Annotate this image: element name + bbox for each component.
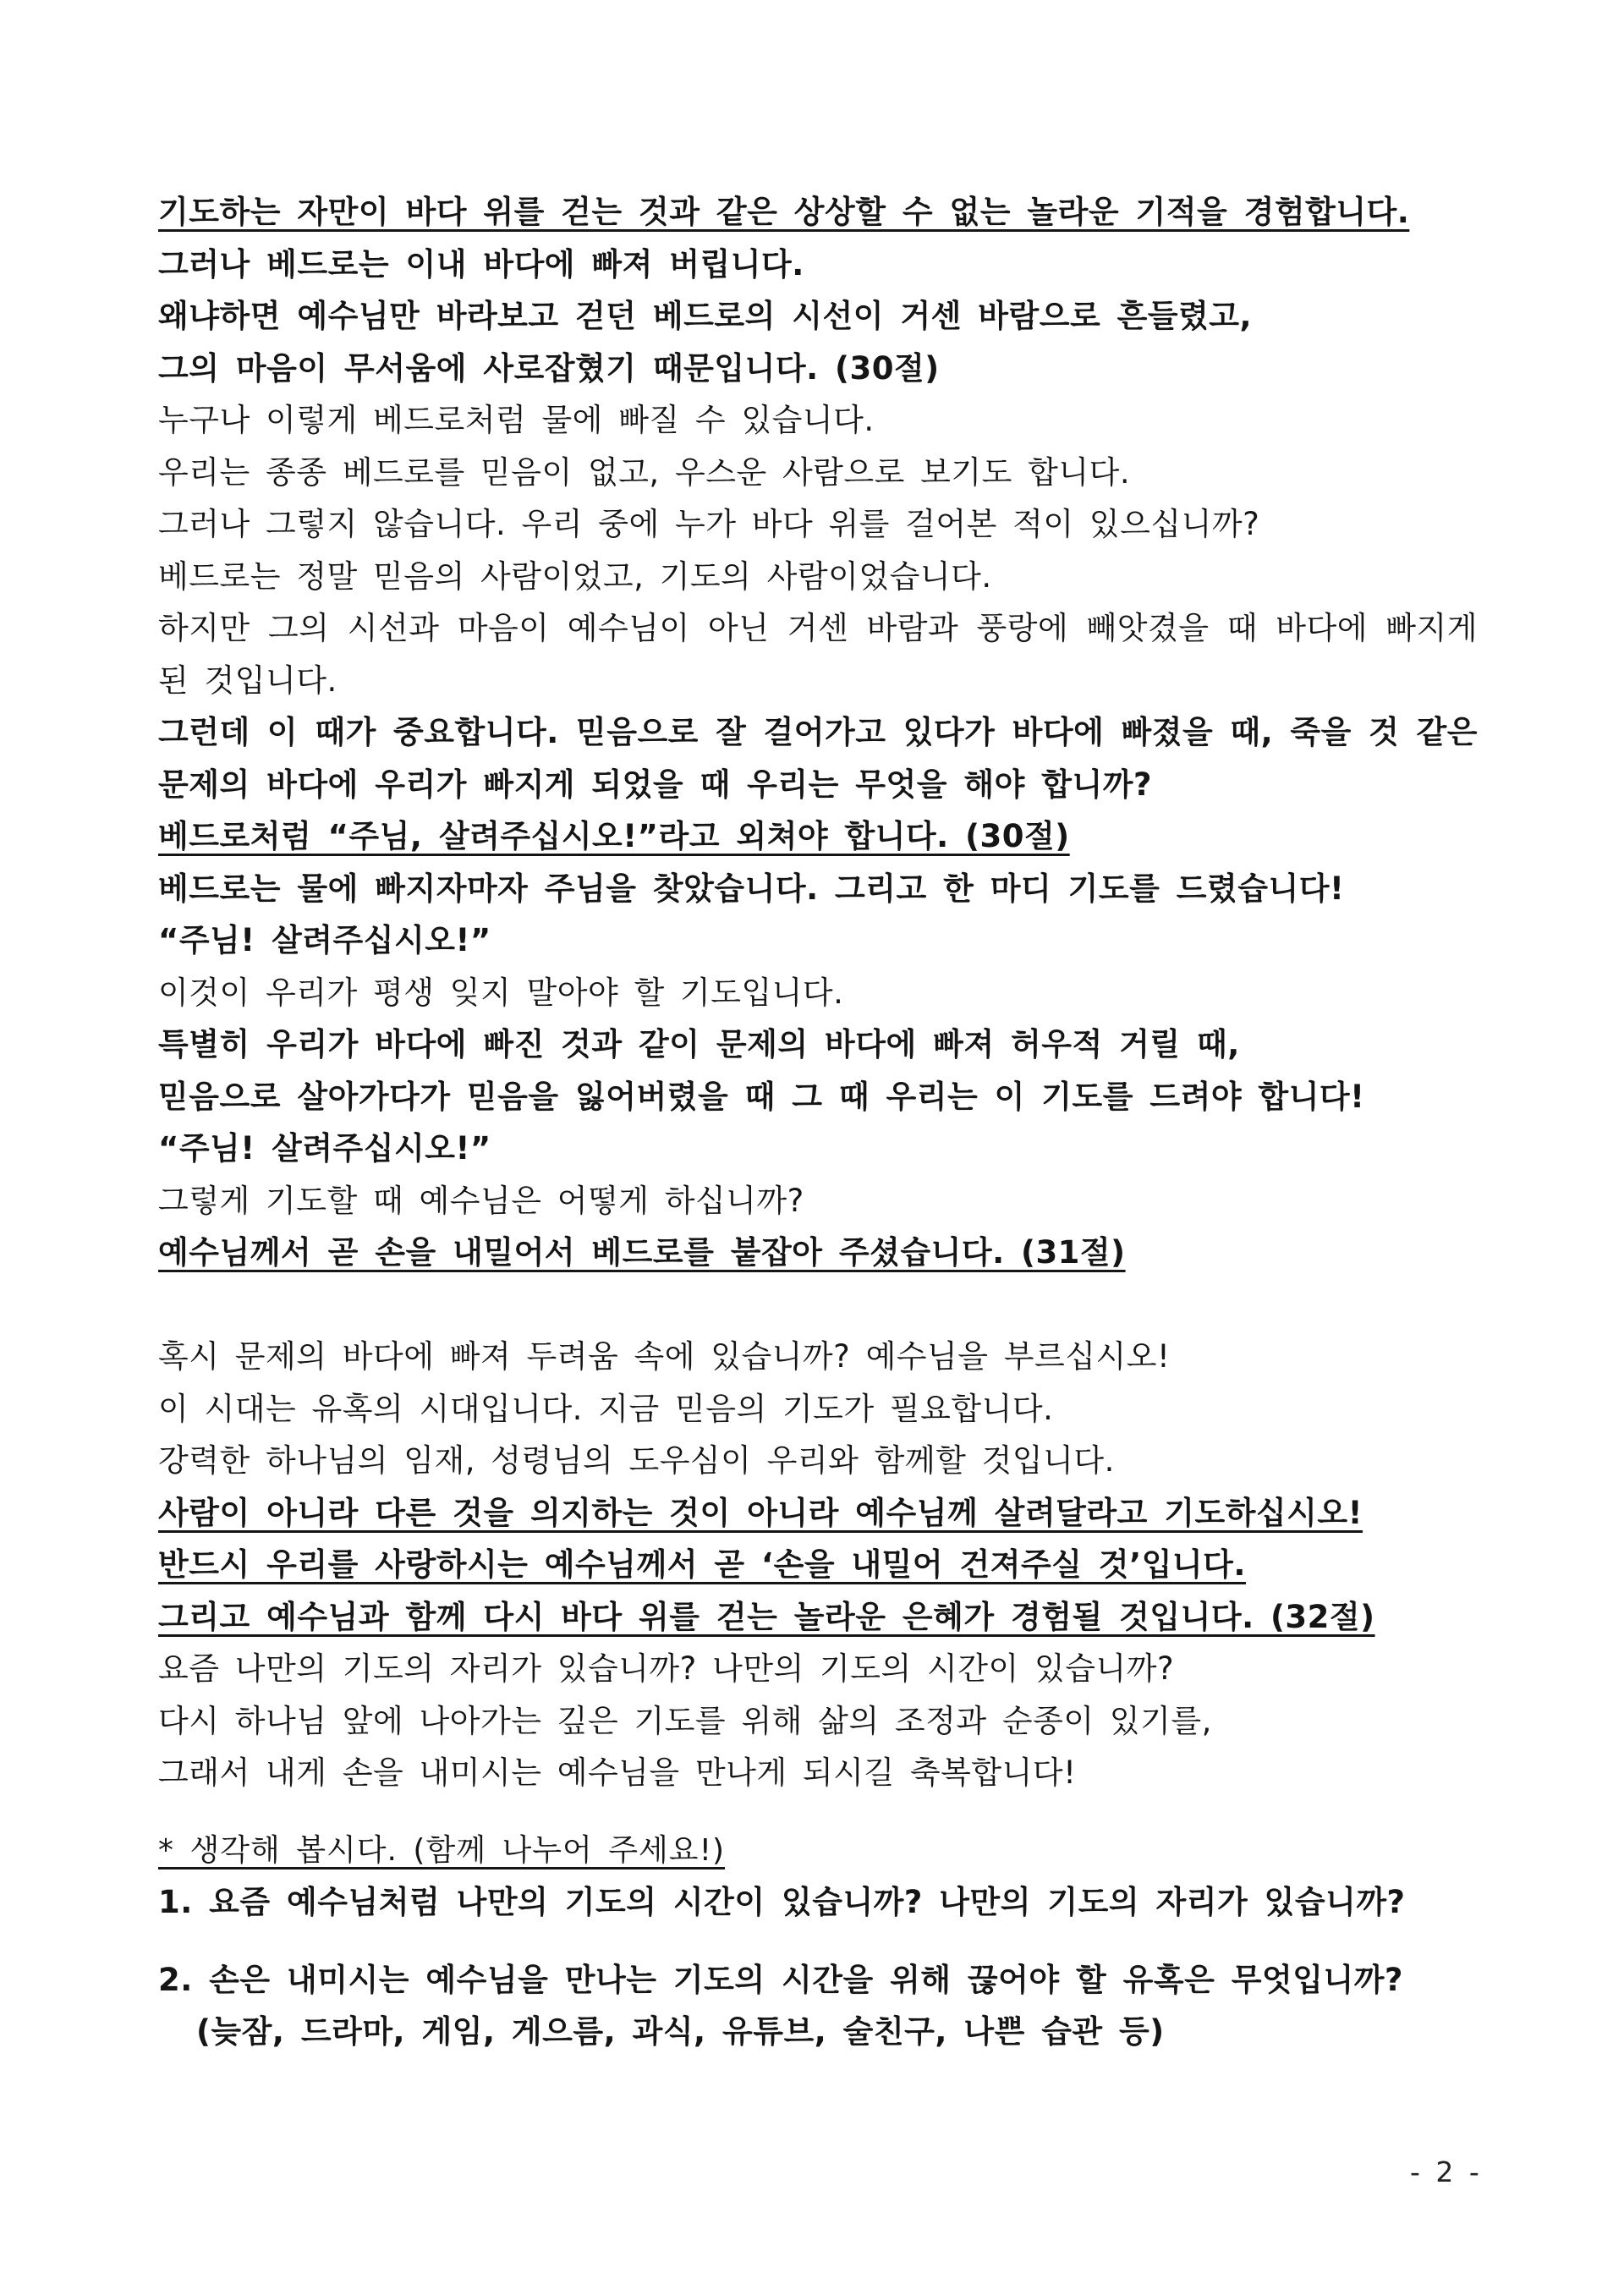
document-body: [158, 186, 1478, 2058]
text-line: 그의 마음이 무서움에 사로잡혔기 때문입니다. (30절): [158, 349, 940, 387]
text-line: 특별히 우리가 바다에 빠진 것과 같이 문제의 바다에 빠져 허우적 거릴 때,: [158, 1026, 1240, 1062]
text-line: 이것이 우리가 평생 잊지 말아야 할 기도입니다.: [158, 974, 844, 1011]
prayer-quote: “주님! 살려주십시오!”: [158, 922, 491, 958]
text-line: 다시 하나님 앞에 나아가는 깊은 기도를 위해 삶의 조정과 순종이 있기를,: [158, 1702, 1212, 1739]
page-number: - 2 -: [1410, 2155, 1483, 2188]
question-2: 2. 손은 내미시는 예수님을 만나는 기도의 시간을 위해 끊어야 할 유혹은 무엇입니까?: [158, 1961, 1403, 1998]
text-line: 이 시대는 유혹의 시대입니다. 지금 믿음의 기도가 필요합니다.: [158, 1390, 1054, 1427]
question-gap: [158, 1929, 1478, 1954]
text-line: 베드로는 물에 빠지자마자 주님을 찾았습니다. 그리고 한 마디 기도를 드렸습니다!: [158, 870, 1345, 907]
text-line: 기도하는 자만이 바다 위를 걷는 것과 같은 상상할 수 없는 놀라운 기적을 경험합니다.: [158, 194, 1410, 230]
text-line: 그러나 베드로는 이내 바다에 빠져 버립니다.: [158, 245, 804, 283]
text-line: 예수님께서 곧 손을 내밀어서 베드로를 붙잡아 주셨습니다. (31절): [158, 1234, 1126, 1271]
prayer-quote: “주님! 살려주십시오!”: [158, 1130, 491, 1167]
text-line: 사람이 아니라 다른 것을 의지하는 것이 아니라 예수님께 살려달라고 기도하십시오!: [158, 1494, 1363, 1531]
text-paragraph: 그런데 이 때가 중요합니다. 믿음으로 잘 걸어가고 있다가 바다에 빠졌을 때, 죽을 것 같은 문제의 바다에 우리가 빠지게 되었을 때 우리는 무엇을 해야 합니까?: [158, 714, 1478, 803]
paragraph-gap: [158, 1279, 1478, 1331]
text-line: 그래서 내게 손을 내미시는 예수님을 만나게 되시길 축복합니다!: [158, 1754, 1077, 1791]
question-1: 1. 요즘 예수님처럼 나만의 기도의 시간이 있습니까? 나만의 기도의 자리가 있습니까?: [158, 1884, 1406, 1920]
text-line: 믿음으로 살아가다가 믿음을 잃어버렸을 때 그 때 우리는 이 기도를 드려야 합니다!: [158, 1078, 1365, 1115]
text-line: 우리는 종종 베드로를 믿음이 없고, 우스운 사람으로 보기도 합니다.: [158, 453, 1131, 491]
text-line: 강력한 하나님의 임재, 성령님의 도우심이 우리와 함께할 것입니다.: [158, 1442, 1115, 1479]
text-line: 그렇게 기도할 때 예수님은 어떻게 하십니까?: [158, 1182, 804, 1219]
text-line: 혹시 문제의 바다에 빠져 두려움 속에 있습니까? 예수님을 부르십시오!: [158, 1338, 1171, 1375]
text-line: 반드시 우리를 사랑하시는 예수님께서 곧 ‘손을 내밀어 건져주실 것’입니다.: [158, 1546, 1246, 1583]
text-line: 누구나 이렇게 베드로처럼 물에 빠질 수 있습니다.: [158, 402, 875, 438]
question-2-examples: (늦잠, 드라마, 게임, 게으름, 과식, 유튜브, 술친구, 나쁜 습관 등): [196, 2013, 1165, 2050]
text-line: 베드로는 정말 믿음의 사람이었고, 기도의 사람이었습니다.: [158, 557, 992, 595]
text-line: 왜냐하면 예수님만 바라보고 걷던 베드로의 시선이 거센 바람으로 흔들렸고,: [158, 298, 1253, 334]
text-line: 그리고 예수님과 함께 다시 바다 위를 걷는 놀라운 은혜가 경험될 것입니다. (32절): [158, 1598, 1375, 1635]
discussion-title: * 생각해 봅시다. (함께 나누어 주세요!): [158, 1832, 726, 1868]
section-gap: [158, 1799, 1478, 1825]
text-line: 베드로처럼 “주님, 살려주십시오!”라고 외쳐야 합니다. (30절): [158, 818, 1070, 854]
text-line: 요즘 나만의 기도의 자리가 있습니까? 나만의 기도의 시간이 있습니까?: [158, 1650, 1175, 1687]
text-paragraph: 하지만 그의 시선과 마음이 예수님이 아닌 거센 바람과 풍랑에 빼앗겼을 때 바다에 빠지게 된 것입니다.: [158, 610, 1478, 699]
text-line: 그러나 그렇지 않습니다. 우리 중에 누가 바다 위를 걸어본 적이 있으십니까?: [158, 506, 1260, 542]
